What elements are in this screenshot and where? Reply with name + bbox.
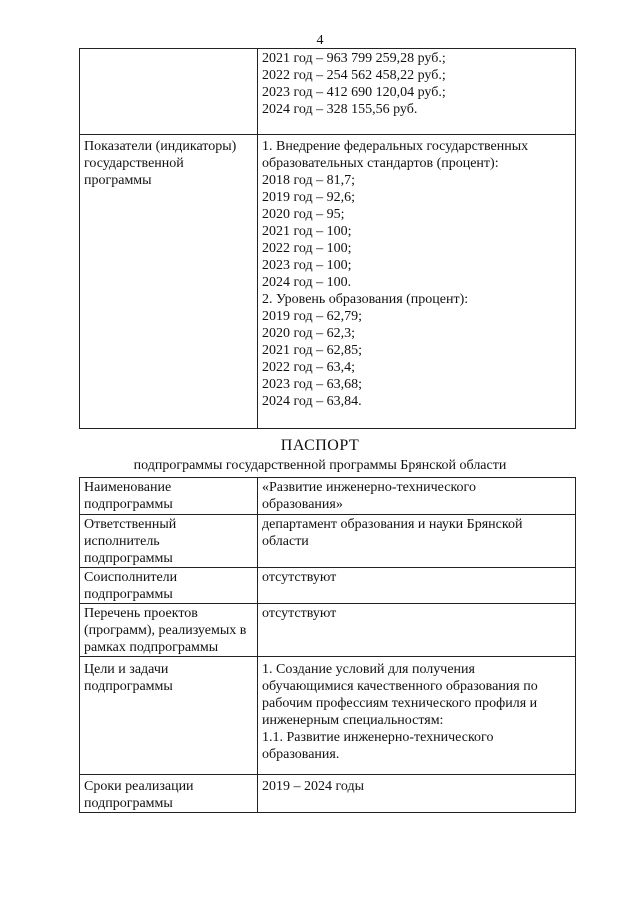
- indicators-label-cell: [80, 135, 258, 429]
- funding-line: 2021 год – 963 799 259,28 руб.;: [262, 51, 446, 66]
- row-value-line: департамент образования и науки Брянской: [262, 517, 523, 532]
- row-label-cell: [80, 604, 258, 657]
- indicator-line: 2022 год – 63,4;: [262, 360, 356, 375]
- row-label-line: подпрограммы: [84, 679, 173, 694]
- page-number: 4: [316, 33, 324, 48]
- row-value-line: образования»: [262, 497, 343, 512]
- indicators-label-line: государственной: [84, 156, 184, 171]
- row-label-cell: [80, 657, 258, 775]
- row-label-line: подпрограммы: [84, 587, 173, 602]
- row-value-line: 1.1. Развитие инженерно-технического: [262, 730, 494, 745]
- row-label-line: Цели и задачи: [84, 662, 169, 677]
- passport-title: ПАСПОРТ: [280, 437, 360, 454]
- passport-row-coexecutors: [80, 568, 576, 604]
- row-label-line: Ответственный: [84, 517, 177, 532]
- row-value-line: образования.: [262, 747, 340, 762]
- row-label-line: (программ), реализуемых в: [84, 623, 247, 638]
- indicator-line: 2024 год – 63,84.: [262, 394, 362, 409]
- funding-value-cell: [258, 49, 576, 135]
- row-label-line: подпрограммы: [84, 796, 173, 811]
- row-value-line: 1. Создание условий для получения: [262, 662, 475, 677]
- row-value-line: 2019 – 2024 годы: [262, 779, 365, 794]
- indicators-label-line: программы: [84, 173, 152, 188]
- row-value-cell: [258, 568, 576, 604]
- row-value-line: рабочим профессиям технического профиля и: [262, 696, 538, 711]
- row-label-line: Соисполнители: [84, 570, 178, 585]
- indicator-line: 1. Внедрение федеральных государственных: [262, 139, 529, 154]
- row-label-cell: [80, 775, 258, 813]
- indicators-label-line: Показатели (индикаторы): [84, 139, 237, 154]
- row-value-cell: [258, 478, 576, 515]
- row-label-line: Перечень проектов: [84, 606, 198, 621]
- funding-row: [80, 49, 576, 135]
- row-label-cell: [80, 568, 258, 604]
- row-label-cell: [80, 515, 258, 568]
- row-value-cell: [258, 515, 576, 568]
- row-value-cell: [258, 657, 576, 775]
- indicators-row: [80, 135, 576, 429]
- indicator-line: образовательных стандартов (процент):: [262, 156, 499, 171]
- row-value-line: инженерным специальностям:: [262, 713, 444, 728]
- funding-line: 2022 год – 254 562 458,22 руб.;: [262, 68, 446, 83]
- passport-row-projects: [80, 604, 576, 657]
- indicator-line: 2020 год – 95;: [262, 207, 345, 222]
- passport-row-executor: [80, 515, 576, 568]
- passport-table: [79, 477, 576, 813]
- funding-line: 2024 год – 328 155,56 руб.: [262, 102, 418, 117]
- row-value-cell: [258, 775, 576, 813]
- indicator-line: 2023 год – 63,68;: [262, 377, 363, 392]
- indicator-line: 2023 год – 100;: [262, 258, 352, 273]
- indicator-line: 2018 год – 81,7;: [262, 173, 356, 188]
- row-label-line: подпрограммы: [84, 497, 173, 512]
- indicator-line: 2019 год – 92,6;: [262, 190, 356, 205]
- row-label-line: Сроки реализации: [84, 779, 194, 794]
- passport-row-goals: [80, 657, 576, 775]
- row-label-line: подпрограммы: [84, 551, 173, 566]
- row-label-line: Наименование: [84, 480, 172, 495]
- row-label-line: рамках подпрограммы: [84, 640, 219, 655]
- row-label-line: исполнитель: [84, 534, 160, 549]
- indicator-line: 2. Уровень образования (процент):: [262, 292, 469, 307]
- row-value-line: отсутствуют: [262, 570, 337, 585]
- program-continuation-table: [79, 48, 576, 429]
- row-label-cell: [80, 478, 258, 515]
- row-value-line: обучающимися качественного образования по: [262, 679, 538, 694]
- indicator-line: 2021 год – 62,85;: [262, 343, 363, 358]
- indicators-value-cell: [258, 135, 576, 429]
- funding-label-cell: [80, 49, 258, 135]
- indicator-line: 2024 год – 100.: [262, 275, 352, 290]
- row-value-line: отсутствуют: [262, 606, 337, 621]
- row-value-line: области: [262, 534, 309, 549]
- passport-row-timeline: [80, 775, 576, 813]
- row-value-cell: [258, 604, 576, 657]
- passport-subtitle: подпрограммы государственной программы Брянской области: [133, 458, 507, 473]
- funding-line: 2023 год – 412 690 120,04 руб.;: [262, 85, 446, 100]
- indicator-line: 2019 год – 62,79;: [262, 309, 363, 324]
- indicator-line: 2020 год – 62,3;: [262, 326, 356, 341]
- passport-row-name: [80, 478, 576, 515]
- row-value-line: «Развитие инженерно-технического: [262, 480, 476, 495]
- indicator-line: 2022 год – 100;: [262, 241, 352, 256]
- indicator-line: 2021 год – 100;: [262, 224, 352, 239]
